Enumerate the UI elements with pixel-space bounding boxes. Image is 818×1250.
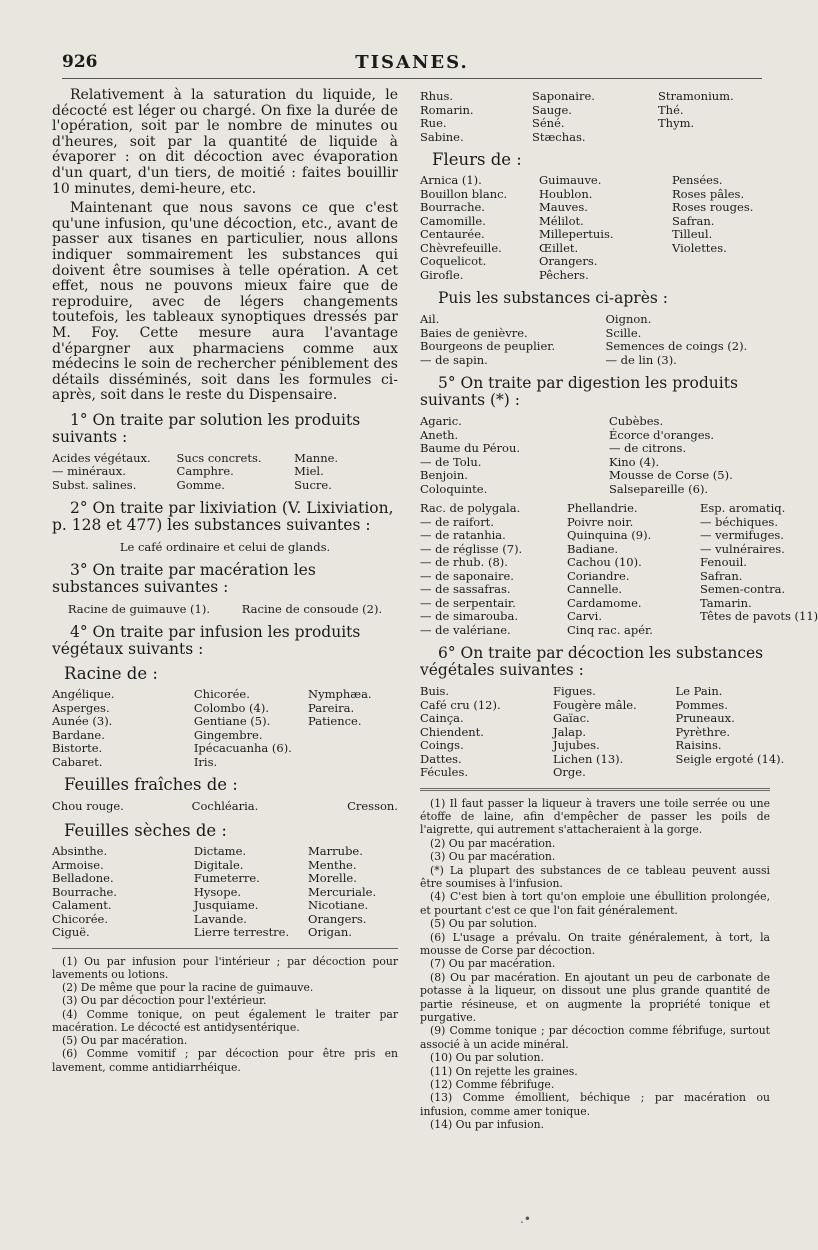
list-item: Mauves. xyxy=(539,200,588,214)
list-item: Houblon. xyxy=(539,186,593,201)
footnote: (1) Il faut passer la liqueur à travers une toile serrée ou une étoffe de laine, afin d'empêcher de passer les poils de l'aigrette, qui autrement s'attacheraient à la gorge. xyxy=(420,796,770,837)
list-item: Scille. xyxy=(605,325,642,340)
list-item: Absinthe. xyxy=(52,844,108,859)
list-item: Fenouil. xyxy=(700,555,747,569)
list-item: Salsepareille (6). xyxy=(609,481,709,496)
list-item: Bouillon blanc. xyxy=(420,186,508,201)
list-item: Cubèbes. xyxy=(609,414,664,428)
list-item: Chicorée. xyxy=(193,687,250,702)
list-item: Mercuriale. xyxy=(308,884,377,899)
list-item: Guimauve. xyxy=(539,173,602,187)
list-item: Thym. xyxy=(658,116,695,130)
list-item: Hysope. xyxy=(193,884,242,899)
list-item: Sauge. xyxy=(532,102,572,117)
list-item: — de réglisse (7). xyxy=(420,541,523,556)
section-heading: 1° On traite par solution les produits suivants : xyxy=(52,410,361,446)
list-item: Têtes de pavots (11) xyxy=(700,609,818,623)
list-item: Le Pain. xyxy=(675,684,723,698)
list-item: Tamarin. xyxy=(700,595,752,610)
page-header xyxy=(62,52,762,79)
list-item: Benjoin. xyxy=(420,468,468,482)
footnote-rule xyxy=(420,788,770,791)
list-item: — vulnéraires. xyxy=(700,541,785,556)
list-item: Semen-contra. xyxy=(700,582,786,596)
list-item: Cachou (10). xyxy=(567,555,642,569)
list-item: Girofle. xyxy=(420,267,464,282)
list-item: Badiane. xyxy=(567,541,619,556)
list-item: Seigle ergoté (14). xyxy=(675,751,785,766)
list-item: Fougère mâle. xyxy=(553,697,637,712)
list-item: Jalap. xyxy=(553,724,587,739)
list-item: Lierre terrestre. xyxy=(193,925,290,940)
list-item xyxy=(672,269,770,283)
footnote: (13) Comme émollient, béchique ; par macération ou infusion, comme amer tonique. xyxy=(420,1091,770,1118)
list-item: Coings. xyxy=(420,738,464,752)
list-item: Morelle. xyxy=(308,871,357,886)
list-item: Orangers. xyxy=(308,911,367,926)
list-item: Poivre noir. xyxy=(567,514,634,529)
list-item: Kino (4). xyxy=(609,454,660,469)
section-heading: 3° On traite par macération les substances suivantes : xyxy=(52,561,316,597)
list-item: Stæchas. xyxy=(532,129,586,144)
lixiviation-line: Le café ordinaire et celui de glands. xyxy=(119,540,331,555)
list-item: Chou rouge. xyxy=(52,799,124,814)
subheading: Fleurs de : xyxy=(432,150,522,169)
list-item: Racine de consoude (2). xyxy=(241,602,383,617)
footnote: (4) Comme tonique, on peut également le traiter par macération. Le décocté est antidysentérique. xyxy=(52,1007,398,1034)
list-item: Jusquiame. xyxy=(193,898,259,913)
list-item: Cannelle. xyxy=(567,582,623,596)
list-item: Écorce d'oranges. xyxy=(609,427,715,442)
list-item: Coquelicot. xyxy=(420,254,487,268)
list-item: Esp. aromatiq. xyxy=(700,501,786,515)
list-item: Cochléaria. xyxy=(191,799,259,814)
list-item: Violettes. xyxy=(672,240,727,255)
list-item: Semences de coings (2). xyxy=(605,339,748,353)
footnote: (2) Ou par macération. xyxy=(430,836,556,850)
list-item: Sucre. xyxy=(294,477,332,492)
list-item: Buis. xyxy=(420,684,450,698)
list-item: Nicotiane. xyxy=(308,898,369,913)
list-item: Digitale. xyxy=(193,857,244,872)
fleurs-list xyxy=(420,174,770,282)
list-item: Mélilot. xyxy=(539,213,584,228)
list-item: Pruneaux. xyxy=(675,711,735,725)
list-item: Chèvrefeuille. xyxy=(420,240,502,255)
list-item: Chicorée. xyxy=(52,911,109,926)
footnotes-right xyxy=(420,797,770,1132)
list-item: Ciguë. xyxy=(52,925,90,940)
list-item xyxy=(700,624,770,638)
list-item: Safran. xyxy=(672,213,715,228)
racine-list xyxy=(52,688,398,769)
list-item: Pêchers. xyxy=(539,267,589,282)
subheading: Racine de : xyxy=(64,664,158,684)
list-item: Bourrache. xyxy=(52,884,117,899)
list-item: Gaïac. xyxy=(553,711,590,725)
list-item: Baies de genièvre. xyxy=(420,325,528,340)
list-item: Figues. xyxy=(553,684,596,698)
footnote: (*) La plupart des substances de ce tableau peuvent aussi être soumises à l'infusion. xyxy=(420,863,770,890)
list-item: Menthe. xyxy=(308,857,357,872)
list-item xyxy=(676,766,771,780)
list-item: Agaric. xyxy=(420,414,462,428)
list-item: — de valériane. xyxy=(420,622,511,637)
section-heading: 6° On traite par décoction les substances végétales suivantes : xyxy=(420,644,764,679)
list-item: Stramonium. xyxy=(658,89,734,103)
list-item: Roses pâles. xyxy=(672,186,745,201)
footnotes-left xyxy=(52,955,398,1074)
list-item: — de rhub. (8). xyxy=(420,555,508,569)
list-item: Mousse de Corse (5). xyxy=(609,468,733,482)
footnote: (3) Ou par macération. xyxy=(430,850,556,864)
footnote: (3) Ou par décoction pour l'extérieur. xyxy=(62,994,267,1008)
list-item: Dattes. xyxy=(420,751,462,766)
list-item: — béchiques. xyxy=(700,514,778,529)
footnote: (6) Comme vomitif ; par décoction pour être pris en lavement, comme antidiarrhéique. xyxy=(52,1047,398,1074)
footnote: (4) C'est bien à tort qu'on emploie une ébullition prolongée, et pourtant c'est ce que l'on fait généralement. xyxy=(420,890,770,917)
list-item: — de raifort. xyxy=(420,514,494,529)
running-title: TISANES. xyxy=(355,52,469,73)
list-item: — de ratanhia. xyxy=(420,528,506,542)
list-item: Tilleul. xyxy=(672,227,713,241)
list-item: Saponaire. xyxy=(532,89,595,103)
list-item: Colombo (4). xyxy=(193,700,269,715)
end-mark: .• xyxy=(520,1212,531,1226)
footnote: (6) L'usage a prévalu. On traite généralement, à tort, la mousse de Corse par décoction. xyxy=(420,930,770,957)
list-item: Bourrache. xyxy=(420,200,485,214)
paragraph: Maintenant que nous savons ce que c'est qu'une infusion, qu'une décoction, etc., avant de passer aux tisanes en particulier, nous allons indiquer sommairement les substances qui doivent être soumises à telle opération. A cet effet, nous ne pouvons mieux faire que de reproduire, avec de légers changements toutefois, les tableaux synoptiques dressés par M. Foy. Cette mesure aura l'avantage d'épargner aux pharmaciens comme aux médecins le soin de rechercher péniblement des détails disséminés, soit dans les formules ci-après, soit dans le reste du Dispensaire. xyxy=(52,200,398,404)
list-item: Gingembre. xyxy=(193,727,263,742)
right-column xyxy=(420,88,818,1132)
list-item: Fumeterre. xyxy=(193,871,260,886)
list-item xyxy=(308,729,398,743)
footnote: (12) Comme fébrifuge. xyxy=(430,1078,555,1092)
list-item: Café cru (12). xyxy=(420,697,501,712)
list-item: — de lin (3). xyxy=(605,352,677,367)
footnote: (2) De même que pour la racine de guimauve. xyxy=(62,981,314,995)
subheading: Feuilles fraîches de : xyxy=(64,775,238,795)
list-item: Chiendent. xyxy=(420,724,484,739)
list-item: Ail. xyxy=(420,312,440,326)
list-item: Jujubes. xyxy=(553,738,600,752)
list-item: Rue. xyxy=(420,116,447,130)
list-item: Cainça. xyxy=(420,711,464,725)
footnote: (10) Ou par solution. xyxy=(430,1051,544,1065)
list-item: Phellandrie. xyxy=(567,501,638,515)
list-item: Iris. xyxy=(193,754,218,769)
list-item: — de sapin. xyxy=(420,352,488,367)
page-number: 926 xyxy=(62,52,98,72)
list-item: Lichen (13). xyxy=(553,751,624,766)
infusion-continued-list xyxy=(420,90,770,144)
list-item: Camphre. xyxy=(176,464,234,479)
list-item: Raisins. xyxy=(675,738,722,752)
section-heading: Puis les substances ci-après : xyxy=(438,289,668,307)
list-item: Safran. xyxy=(700,568,743,583)
list-item: Romarin. xyxy=(420,102,474,117)
list-item: Orge. xyxy=(553,765,586,779)
feuilles-seches-list xyxy=(52,845,398,940)
list-item: Œillet. xyxy=(539,240,579,255)
list-item: — de serpentair. xyxy=(420,595,516,610)
list-item: Patience. xyxy=(308,714,362,729)
list-item xyxy=(658,131,770,145)
list-item: Aneth. xyxy=(420,427,459,442)
list-item: Roses rouges. xyxy=(672,200,754,214)
list-item: Bardane. xyxy=(52,727,105,742)
list-item: Angélique. xyxy=(52,687,115,702)
list-item xyxy=(308,742,398,756)
list-item: Asperges. xyxy=(52,700,110,715)
footnote: (11) On rejette les graines. xyxy=(430,1064,578,1078)
list-item: Gomme. xyxy=(176,477,225,492)
list-item: Cresson. xyxy=(347,799,398,814)
list-item: Aunée (3). xyxy=(52,714,113,729)
footnote-rule xyxy=(52,948,398,949)
list-item: Cardamome. xyxy=(567,595,642,610)
list-item: Gentiane (5). xyxy=(193,714,271,729)
list-item: Marrube. xyxy=(308,844,363,859)
list-item: Dictame. xyxy=(193,844,247,859)
feuilles-fraiches-list xyxy=(52,799,398,813)
section-heading: 5° On traite par digestion les produits suivants (*) : xyxy=(420,374,738,409)
list-item: — de simarouba. xyxy=(420,609,519,623)
digestion-list-a xyxy=(420,415,770,496)
list-item: Cabaret. xyxy=(52,754,103,769)
list-item: Thé. xyxy=(658,102,684,117)
list-item: Belladone. xyxy=(52,871,114,886)
list-item: Cinq rac. apér. xyxy=(567,622,653,637)
list-item: Oignon. xyxy=(605,312,652,326)
list-item xyxy=(308,756,398,770)
solution-list xyxy=(52,452,398,493)
footnote: (8) Ou par macération. En ajoutant un peu de carbonate de potasse à la liqueur, on dissout une plus grande quantité de partie résineuse, et on augmente la propriété tonique et purgative. xyxy=(420,970,770,1024)
list-item: Origan. xyxy=(308,925,352,940)
footnote: (9) Comme tonique ; par décoction comme fébrifuge, surtout associé à un acide minéral. xyxy=(420,1024,770,1051)
list-item: — de Tolu. xyxy=(420,454,482,469)
list-item: Nymphæa. xyxy=(308,687,372,702)
list-item: Coriandre. xyxy=(567,568,630,583)
list-item: Millepertuis. xyxy=(539,227,614,241)
list-item: Racine de guimauve (1). xyxy=(67,602,210,617)
maceration-list xyxy=(52,602,398,616)
list-item: Rac. de polygala. xyxy=(420,501,521,515)
list-item: Séné. xyxy=(532,116,565,130)
list-item: Carvi. xyxy=(567,609,602,623)
footnote: (14) Ou par infusion. xyxy=(430,1118,545,1132)
footnote: (5) Ou par macération. xyxy=(62,1034,188,1048)
list-item: — de sassafras. xyxy=(420,582,511,596)
list-item: Fécules. xyxy=(420,765,469,779)
list-item: Pommes. xyxy=(675,697,728,712)
list-item: Camomille. xyxy=(420,213,486,228)
subheading: Feuilles sèches de : xyxy=(64,821,227,841)
footnote: (7) Ou par macération. xyxy=(430,957,556,971)
list-item: Pensées. xyxy=(672,173,723,187)
list-item: Sucs concrets. xyxy=(176,450,262,465)
section-heading: 4° On traite par infusion les produits végétaux suivants : xyxy=(52,623,361,659)
list-item: Orangers. xyxy=(539,254,598,268)
list-item: Quinquina (9). xyxy=(567,528,652,542)
list-item: Baume du Pérou. xyxy=(420,441,521,455)
list-item: Bistorte. xyxy=(52,741,103,756)
list-item: Arnica (1). xyxy=(420,173,482,187)
list-item: Miel. xyxy=(294,464,324,479)
list-item: — de citrons. xyxy=(609,441,687,455)
list-item: Subst. salines. xyxy=(52,477,137,492)
list-item: — minéraux. xyxy=(52,464,126,479)
left-column xyxy=(52,88,398,1074)
list-item: Coloquinte. xyxy=(420,481,488,496)
footnote: (5) Ou par solution. xyxy=(430,917,538,931)
list-item: Rhus. xyxy=(420,89,454,103)
list-item: Manne. xyxy=(294,450,339,465)
list-item: Pareira. xyxy=(308,700,355,715)
list-item: Armoise. xyxy=(52,857,104,872)
decoction-list xyxy=(420,684,785,780)
paragraph: Relativement à la saturation du liquide, le décocté est léger ou chargé. On fixe la durée de l'opération, soit par le nombre de minutes ou d'heures, soit par la quantité de liquide à évaporer : on dit décoction avec évaporation d'un quart, d'un tiers, de moitié : faites bouillir 10 minutes, demi-heure, etc. xyxy=(52,87,398,197)
substances-list xyxy=(420,313,770,367)
list-item: Centaurée. xyxy=(420,227,485,241)
list-item: Pyrèthre. xyxy=(675,724,731,739)
list-item: — de saponaire. xyxy=(420,568,514,583)
list-item xyxy=(672,255,770,269)
digestion-list-b xyxy=(420,501,818,637)
list-item: Lavande. xyxy=(193,911,247,926)
list-item: — vermifuges. xyxy=(700,528,784,542)
list-item: Bourgeons de peuplier. xyxy=(420,339,556,353)
footnote: (1) Ou par infusion pour l'intérieur ; par décoction pour lavements ou lotions. xyxy=(52,954,398,982)
section-heading: 2° On traite par lixiviation (V. Lixiviation, p. 128 et 477) les substances suivantes : xyxy=(52,499,394,535)
list-item: Ipécacuanha (6). xyxy=(193,741,292,756)
list-item: Sabine. xyxy=(420,129,464,144)
list-item: Acides végétaux. xyxy=(52,450,151,465)
list-item: Calament. xyxy=(52,898,112,913)
